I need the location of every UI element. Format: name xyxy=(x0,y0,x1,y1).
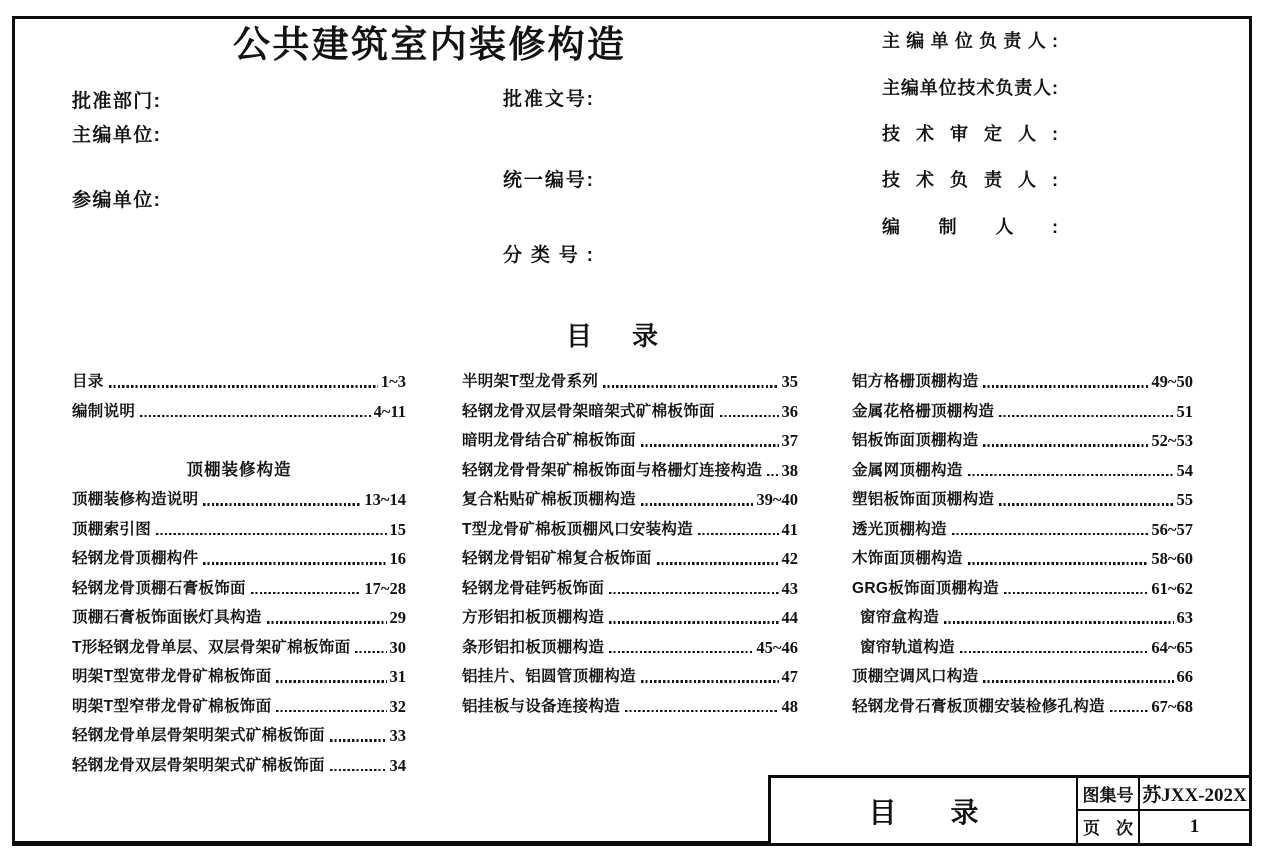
toc-entry xyxy=(852,485,1193,515)
toc-entry xyxy=(852,544,1193,574)
dotted-leader xyxy=(267,621,387,623)
toc-entry xyxy=(462,603,798,633)
toc-entry-title: 木饰面顶棚构造 xyxy=(852,550,963,567)
dotted-leader xyxy=(999,503,1173,505)
dotted-leader xyxy=(1004,592,1149,594)
toc-entry-pages: 54 xyxy=(1176,460,1193,480)
dotted-leader xyxy=(657,562,779,564)
toc-entry-pages: 51 xyxy=(1176,401,1193,421)
toc-entry xyxy=(72,397,406,427)
toc-entry-pages: 67~68 xyxy=(1151,696,1193,716)
dotted-leader xyxy=(603,385,778,387)
atlas-number-label: 图集号 xyxy=(1078,778,1140,811)
toc-entry-title: 条形铝扣板顶棚构造 xyxy=(462,638,605,656)
toc-entry-title: 轻钢龙骨硅钙板饰面 xyxy=(462,579,605,597)
toc-entry-title: 轻钢龙骨顶棚石膏板饰面 xyxy=(72,579,246,597)
dotted-leader xyxy=(960,651,1149,653)
dotted-leader xyxy=(641,503,754,505)
toc-entry-pages: 16 xyxy=(389,549,406,568)
field-chief-editor-unit: 主编单位: xyxy=(72,125,160,146)
toc-entry-title: 金属花格栅顶棚构造 xyxy=(852,402,995,420)
dotted-leader xyxy=(1110,710,1149,712)
toc-entry-title: 塑铝板饰面顶棚构造 xyxy=(852,491,995,508)
toc-entry-title: 铝挂板与设备连接构造 xyxy=(462,697,621,715)
dotted-leader xyxy=(156,533,386,535)
toc-entry xyxy=(852,633,1193,663)
field-co-editor-unit: 参编单位: xyxy=(72,190,160,211)
dotted-leader xyxy=(625,710,778,712)
toc-entry xyxy=(462,456,798,486)
dotted-leader xyxy=(968,474,1174,476)
toc-entry-pages: 63 xyxy=(1176,608,1193,627)
toc-entry-pages: 17~28 xyxy=(364,578,406,598)
field-approval-department: 批准部门: xyxy=(72,91,160,112)
field-chief-unit-principal: 主编单位负责人: xyxy=(882,31,1058,51)
toc-entry xyxy=(852,367,1193,397)
toc-entry xyxy=(72,544,406,574)
title-block-sheet-name-cell xyxy=(771,778,1078,843)
toc-entry-title: 明架T型窄带龙骨矿棉板饰面 xyxy=(72,697,272,715)
toc-entry-title: 轻钢龙骨铝矿棉复合板饰面 xyxy=(462,550,652,567)
toc-entry-pages: 52~53 xyxy=(1151,431,1193,450)
field-unified-number: 统一编号: xyxy=(503,170,593,191)
toc-entry xyxy=(72,574,406,604)
dotted-leader xyxy=(276,680,386,682)
toc-entry-pages: 38 xyxy=(781,460,798,480)
toc-entry xyxy=(852,603,1193,633)
toc-entry xyxy=(72,721,406,751)
toc-entry-pages: 44 xyxy=(781,608,798,627)
dotted-leader xyxy=(952,533,1149,535)
dotted-leader xyxy=(641,444,779,446)
dotted-leader xyxy=(983,444,1148,446)
dotted-leader xyxy=(251,592,362,594)
field-chief-unit-tech-principal: 主编单位技术负责人: xyxy=(882,78,1058,98)
dotted-leader xyxy=(330,769,387,771)
toc-entry-title: 暗明龙骨结合矿棉板饰面 xyxy=(462,432,636,449)
atlas-number-value: 苏JXX-202X xyxy=(1140,778,1249,811)
toc-entry-title: 透光顶棚构造 xyxy=(852,520,947,538)
dotted-leader xyxy=(203,503,361,505)
dotted-leader xyxy=(720,415,779,417)
toc-entry-title: T型龙骨矿棉板顶棚风口安装构造 xyxy=(462,520,693,538)
toc-entry-pages: 55 xyxy=(1176,490,1193,509)
toc-entry xyxy=(462,633,798,663)
toc-entry-pages: 56~57 xyxy=(1151,519,1193,539)
toc-entry-title: 顶棚装修构造说明 xyxy=(72,491,199,508)
toc-entry-pages: 35 xyxy=(781,372,798,391)
toc-entry xyxy=(852,662,1193,692)
dotted-leader xyxy=(609,592,778,594)
toc-entry-pages: 15 xyxy=(389,519,406,539)
toc-heading: 目录 xyxy=(566,321,658,351)
toc-entry-title: 半明架T型龙骨系列 xyxy=(462,373,599,390)
toc-entry-title: 复合粘贴矿棉板顶棚构造 xyxy=(462,491,636,508)
toc-entry-title: 轻钢龙骨单层骨架明架式矿棉板饰面 xyxy=(72,727,325,744)
toc-entry xyxy=(72,692,406,722)
toc-entry-pages: 58~60 xyxy=(1151,549,1193,568)
field-technical-examiner: 技术审定人: xyxy=(882,124,1058,144)
dotted-leader xyxy=(983,385,1148,387)
toc-entry-pages: 13~14 xyxy=(364,490,406,509)
toc-entry-title: 铝板饰面顶棚构造 xyxy=(852,432,979,449)
toc-entry xyxy=(72,751,406,781)
dotted-leader xyxy=(767,474,778,476)
toc-entry xyxy=(462,574,798,604)
toc-entry-title: 方形铝扣板顶棚构造 xyxy=(462,609,605,626)
toc-entry-title: 轻钢龙骨双层骨架暗架式矿棉板饰面 xyxy=(462,402,715,420)
toc-entry xyxy=(852,574,1193,604)
toc-entry-title: 金属网顶棚构造 xyxy=(852,461,963,479)
toc-entry xyxy=(72,603,406,633)
toc-entry-title: 明架T型宽带龙骨矿棉板饰面 xyxy=(72,668,272,685)
toc-entry xyxy=(72,367,406,397)
toc-entry xyxy=(72,515,406,545)
toc-entry-title: 轻钢龙骨石膏板顶棚安装检修孔构造 xyxy=(852,697,1105,715)
toc-entry xyxy=(462,544,798,574)
dotted-leader xyxy=(999,415,1173,417)
toc-entry-pages: 29 xyxy=(389,608,406,627)
field-technical-principal: 技术负责人: xyxy=(882,170,1058,190)
page-number-value: 1 xyxy=(1189,815,1200,837)
toc-entry-title: 顶棚石膏板饰面嵌灯具构造 xyxy=(72,609,262,626)
toc-column-3 xyxy=(852,367,1193,721)
field-classification-number: 分类号: xyxy=(503,245,593,266)
toc-entry-pages: 47 xyxy=(781,667,798,686)
toc-entry-title: 铝挂片、铝圆管顶棚构造 xyxy=(462,668,636,685)
toc-entry xyxy=(852,426,1193,456)
dotted-leader xyxy=(276,710,386,712)
toc-entry-pages: 4~11 xyxy=(373,401,406,421)
toc-entry-pages: 1~3 xyxy=(380,372,406,391)
sheet-name: 目录 xyxy=(868,796,979,828)
toc-entry-title: 轻钢龙骨顶棚构件 xyxy=(72,550,199,567)
dotted-leader xyxy=(698,533,779,535)
toc-entry-pages: 33 xyxy=(389,726,406,745)
dotted-leader xyxy=(109,385,378,387)
dotted-leader xyxy=(140,415,370,417)
toc-entry xyxy=(852,515,1193,545)
page-title: 公共建筑室内装修构造 xyxy=(233,24,625,65)
toc-entry xyxy=(462,662,798,692)
toc-entry-pages: 61~62 xyxy=(1151,578,1193,598)
toc-entry-title: 轻钢龙骨骨架矿棉板饰面与格栅灯连接构造 xyxy=(462,461,763,479)
toc-entry-pages: 42 xyxy=(781,549,798,568)
toc-entry-title: 顶棚索引图 xyxy=(72,520,152,538)
toc-entry-pages: 41 xyxy=(781,519,798,539)
toc-entry-title: GRG板饰面顶棚构造 xyxy=(852,579,999,597)
toc-entry xyxy=(852,692,1193,722)
toc-entry-title: 窗帘轨道构造 xyxy=(860,638,955,656)
dotted-leader xyxy=(944,621,1173,623)
toc-entry xyxy=(72,633,406,663)
toc-section-heading: 顶棚装修构造 xyxy=(186,460,292,479)
toc-spacer xyxy=(72,426,406,456)
toc-entry-pages: 66 xyxy=(1176,667,1193,686)
field-approval-number: 批准文号: xyxy=(503,89,593,110)
toc-entry-pages: 32 xyxy=(389,696,406,716)
toc-entry-pages: 48 xyxy=(781,696,798,716)
toc-column-2 xyxy=(462,367,798,721)
dotted-leader xyxy=(983,680,1173,682)
toc-entry-title: T形轻钢龙骨单层、双层骨架矿棉板饰面 xyxy=(72,638,351,656)
toc-entry-title: 窗帘盒构造 xyxy=(860,609,940,626)
title-block xyxy=(768,775,1252,846)
toc-entry-pages: 49~50 xyxy=(1151,372,1193,391)
dotted-leader xyxy=(641,680,779,682)
toc-entry-title: 编制说明 xyxy=(72,402,136,420)
toc-entry xyxy=(462,426,798,456)
toc-entry xyxy=(462,367,798,397)
toc-entry-title: 顶棚空调风口构造 xyxy=(852,668,979,685)
dotted-leader xyxy=(330,739,387,741)
toc-entry-title: 铝方格栅顶棚构造 xyxy=(852,373,979,390)
toc-entry-pages: 37 xyxy=(781,431,798,450)
toc-entry-pages: 39~40 xyxy=(756,490,798,509)
toc-entry-pages: 64~65 xyxy=(1151,637,1193,657)
dotted-leader xyxy=(609,651,753,653)
toc-entry-pages: 30 xyxy=(389,637,406,657)
toc-entry-pages: 34 xyxy=(389,755,406,775)
toc-entry xyxy=(852,397,1193,427)
toc-entry xyxy=(72,662,406,692)
toc-entry xyxy=(72,485,406,515)
toc-entry-pages: 43 xyxy=(781,578,798,598)
dotted-leader xyxy=(355,651,386,653)
dotted-leader xyxy=(609,621,778,623)
page-number-label: 页次 xyxy=(1083,819,1133,839)
toc-entry xyxy=(462,485,798,515)
toc-entry-title: 目录 xyxy=(72,373,104,390)
toc-entry-pages: 31 xyxy=(389,667,406,686)
toc-entry xyxy=(852,456,1193,486)
toc-entry-title: 轻钢龙骨双层骨架明架式矿棉板饰面 xyxy=(72,756,325,774)
toc-entry xyxy=(462,515,798,545)
dotted-leader xyxy=(968,562,1149,564)
toc-entry-pages: 45~46 xyxy=(756,637,798,657)
toc-column-1 xyxy=(72,367,406,780)
toc-entry xyxy=(462,397,798,427)
page-number-label-cell xyxy=(1078,811,1140,844)
toc-entry xyxy=(462,692,798,722)
field-compiler: 编制人: xyxy=(882,217,1058,237)
toc-entry-pages: 36 xyxy=(781,401,798,421)
dotted-leader xyxy=(203,562,386,564)
